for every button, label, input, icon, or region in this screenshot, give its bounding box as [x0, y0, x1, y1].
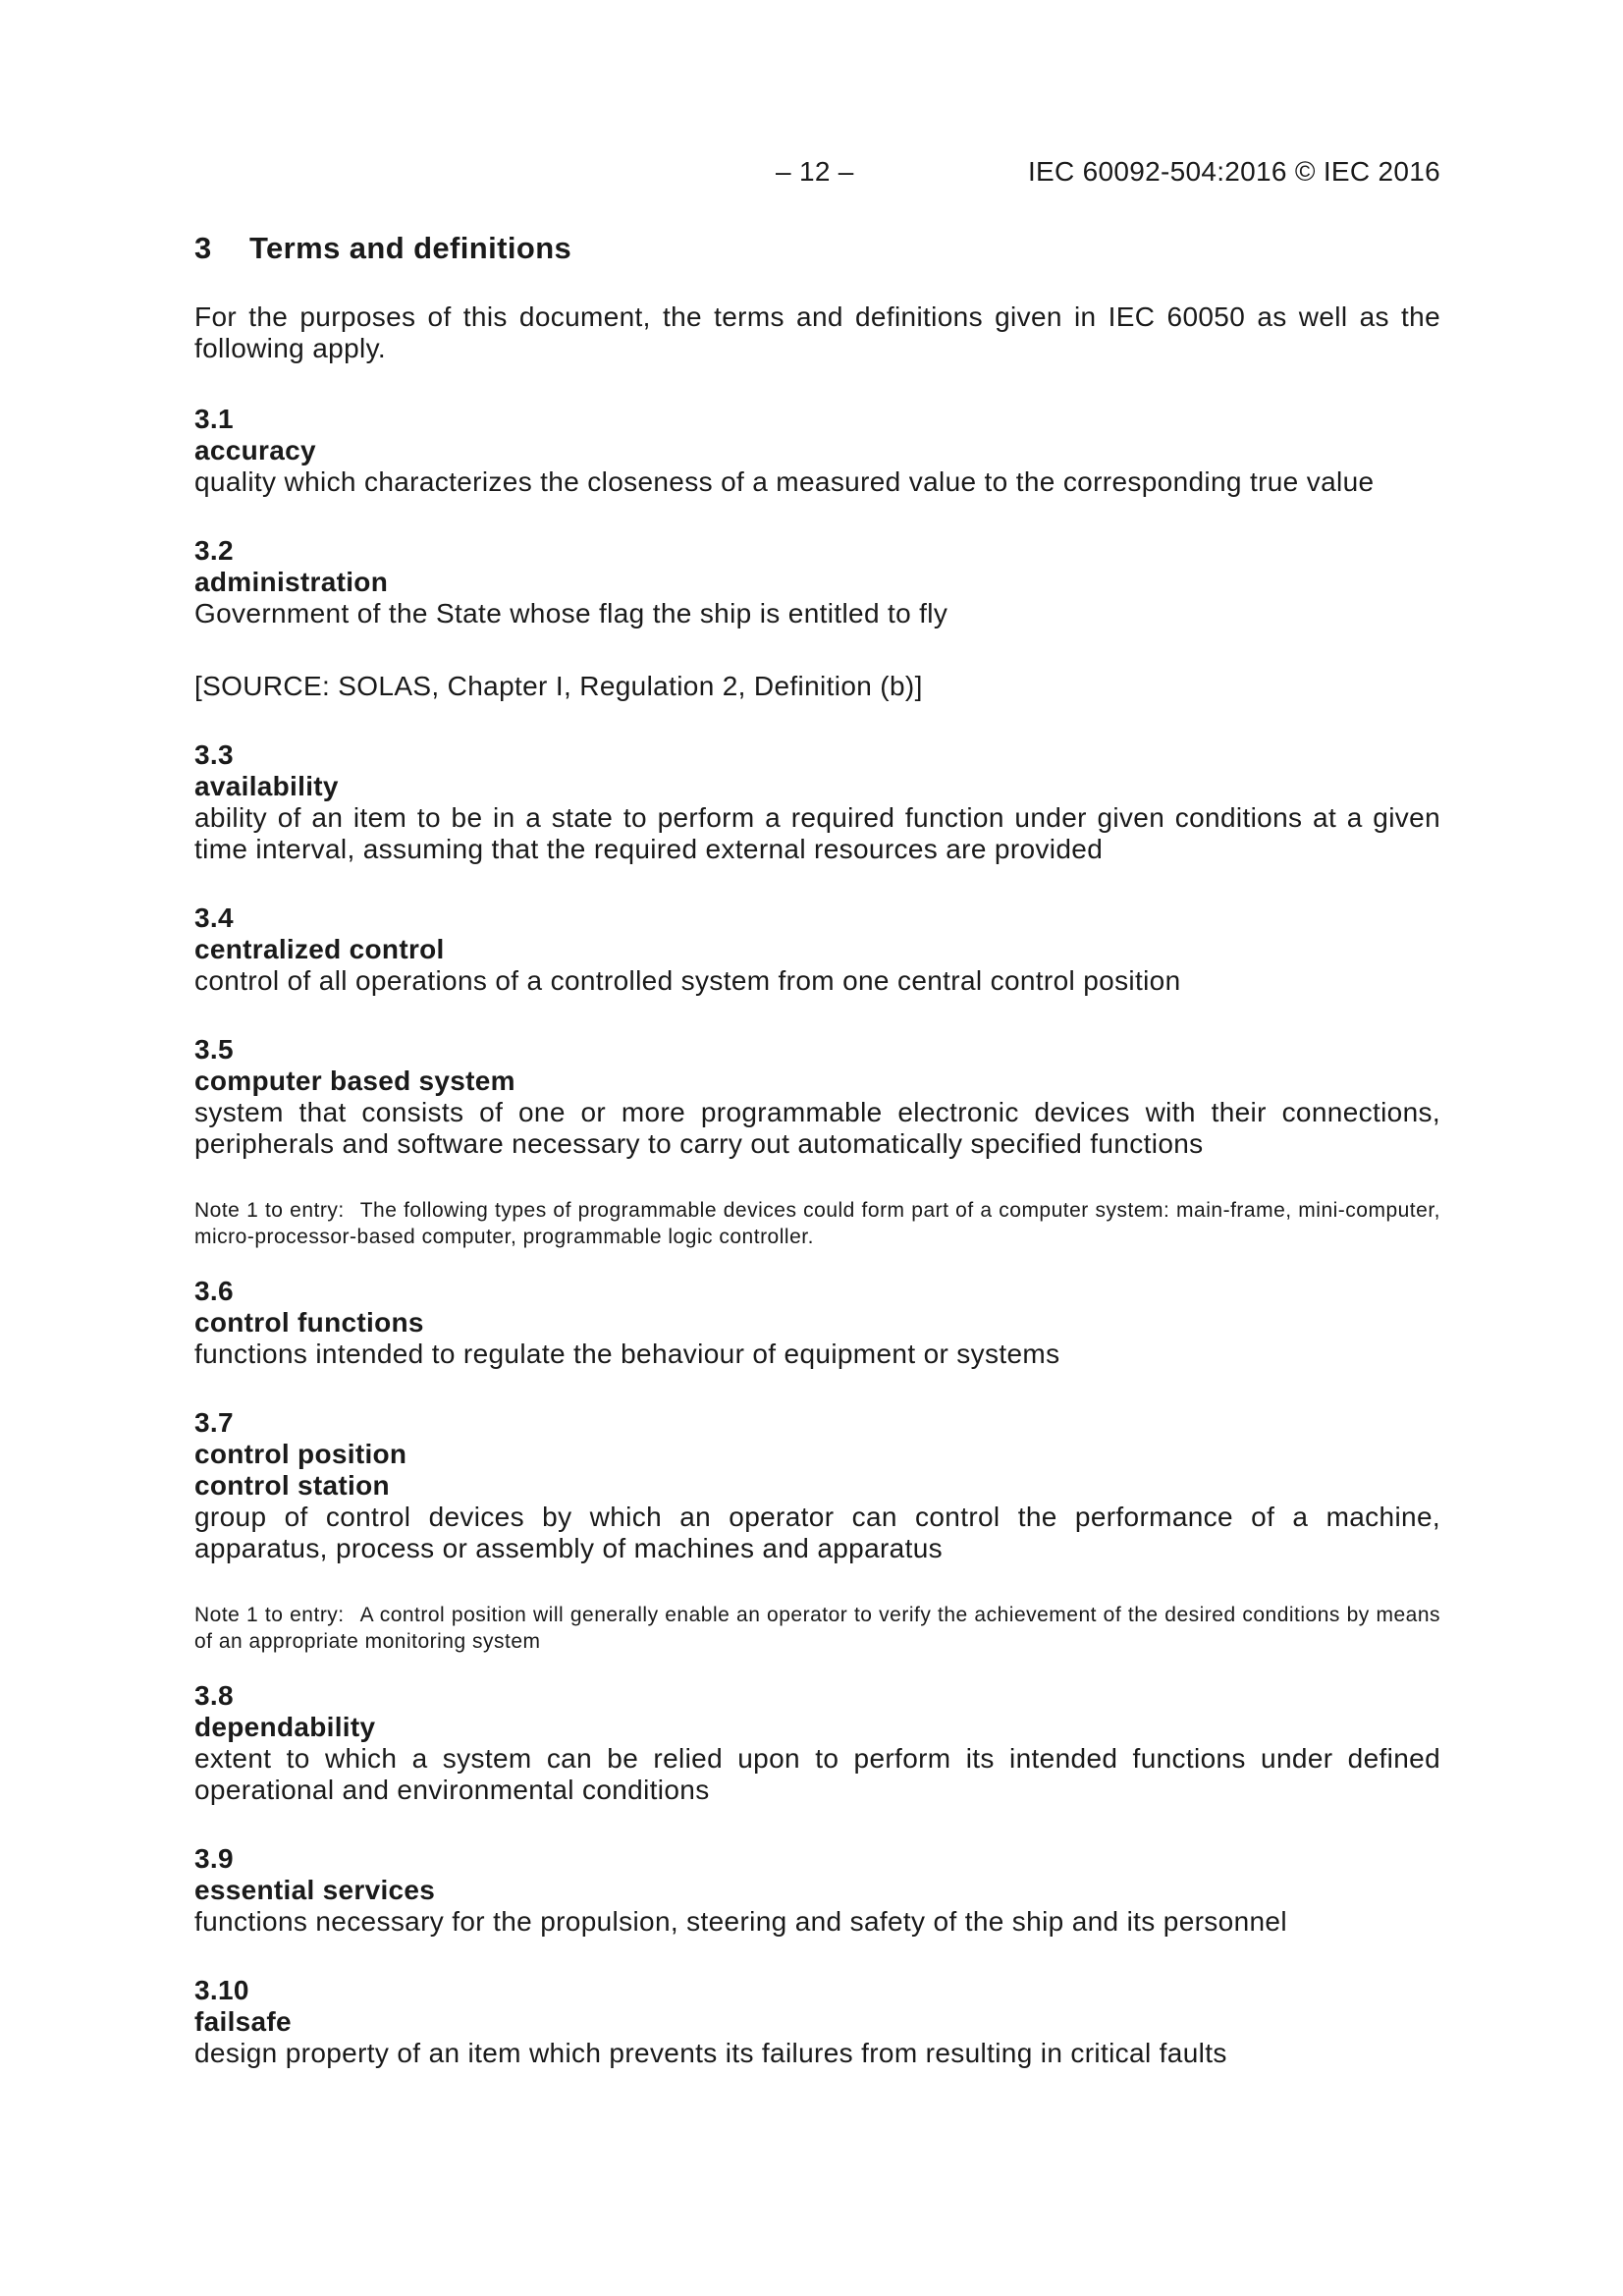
term-name: essential services — [194, 1875, 436, 1905]
page-header — [194, 155, 1440, 189]
term-definition: system that consists of one or more programmable electronic devices with their connections, peripherals and software necessary to carry out automatically specified functions — [194, 1097, 1440, 1159]
term-definition: design property of an item which prevents its failures from resulting in critical faults — [194, 2038, 1227, 2068]
note-text: The following types of programmable devices could form part of a computer system: main-frame, mini-computer, micro-processor-based computer, programmable logic controller. — [194, 1199, 1440, 1248]
term-definition: control of all operations of a controlled system from one central control position — [194, 965, 1181, 996]
term-entry — [194, 1843, 1440, 1938]
term-entry — [194, 1975, 1440, 2069]
document-reference: IEC 60092-504:2016 © IEC 2016 — [1027, 156, 1440, 187]
term-name: availability — [194, 771, 339, 801]
term-number: 3.1 — [194, 404, 234, 434]
page-number: – 12 – — [776, 156, 854, 187]
term-name: control functions — [194, 1307, 424, 1338]
term-definition: functions necessary for the propulsion, steering and safety of the ship and its personnel — [194, 1906, 1287, 1937]
term-definition: group of control devices by which an operator can control the performance of a machine, apparatus, process or assembly of machines and apparatus — [194, 1502, 1440, 1563]
term-number: 3.2 — [194, 535, 234, 566]
term-entry — [194, 1034, 1440, 1250]
term-number: 3.8 — [194, 1680, 234, 1711]
section-number: 3 — [194, 231, 212, 265]
term-definition: Government of the State whose flag the ship is entitled to fly — [194, 598, 948, 629]
term-entry — [194, 1276, 1440, 1370]
term-entry — [194, 404, 1440, 498]
section-intro: For the purposes of this document, the terms and definitions given in IEC 60050 as well as the following apply. — [194, 301, 1440, 363]
term-name: accuracy — [194, 435, 316, 465]
note-text: A control position will generally enable an operator to verify the achievement of the desired conditions by means of an appropriate monitoring system — [194, 1604, 1440, 1653]
term-number: 3.9 — [194, 1843, 234, 1874]
term-definition: extent to which a system can be relied upon to perform its intended functions under defined operational and environmental conditions — [194, 1743, 1440, 1805]
term-definition: ability of an item to be in a state to perform a required function under given conditions at a given time interval, assuming that the required external resources are provided — [194, 802, 1440, 864]
term-name: administration — [194, 567, 389, 597]
term-entry — [194, 1680, 1440, 1806]
term-number: 3.7 — [194, 1407, 234, 1438]
note-label: Note 1 to entry: — [194, 1604, 345, 1626]
term-number: 3.3 — [194, 739, 234, 770]
page-content — [194, 229, 1440, 2106]
term-definition: functions intended to regulate the behaviour of equipment or systems — [194, 1339, 1060, 1369]
section-heading — [194, 229, 1440, 268]
term-name: centralized control — [194, 934, 445, 964]
term-name: control position — [194, 1439, 407, 1469]
term-name: computer based system — [194, 1066, 515, 1096]
term-number: 3.10 — [194, 1975, 249, 2005]
term-note — [194, 1602, 1440, 1655]
term-entry — [194, 1407, 1440, 1655]
note-label: Note 1 to entry: — [194, 1199, 345, 1222]
term-number: 3.5 — [194, 1034, 234, 1065]
term-note — [194, 1197, 1440, 1250]
term-entry — [194, 902, 1440, 997]
term-definition: quality which characterizes the closeness of a measured value to the corresponding true value — [194, 466, 1375, 497]
term-entry — [194, 739, 1440, 865]
term-entry — [194, 535, 1440, 702]
term-number: 3.4 — [194, 902, 234, 933]
term-number: 3.6 — [194, 1276, 234, 1306]
term-name: failsafe — [194, 2006, 292, 2037]
term-name: dependability — [194, 1712, 376, 1742]
term-source: [SOURCE: SOLAS, Chapter I, Regulation 2, Definition (b)] — [194, 671, 923, 701]
section-title: Terms and definitions — [249, 231, 572, 265]
term-synonym: control station — [194, 1470, 390, 1501]
